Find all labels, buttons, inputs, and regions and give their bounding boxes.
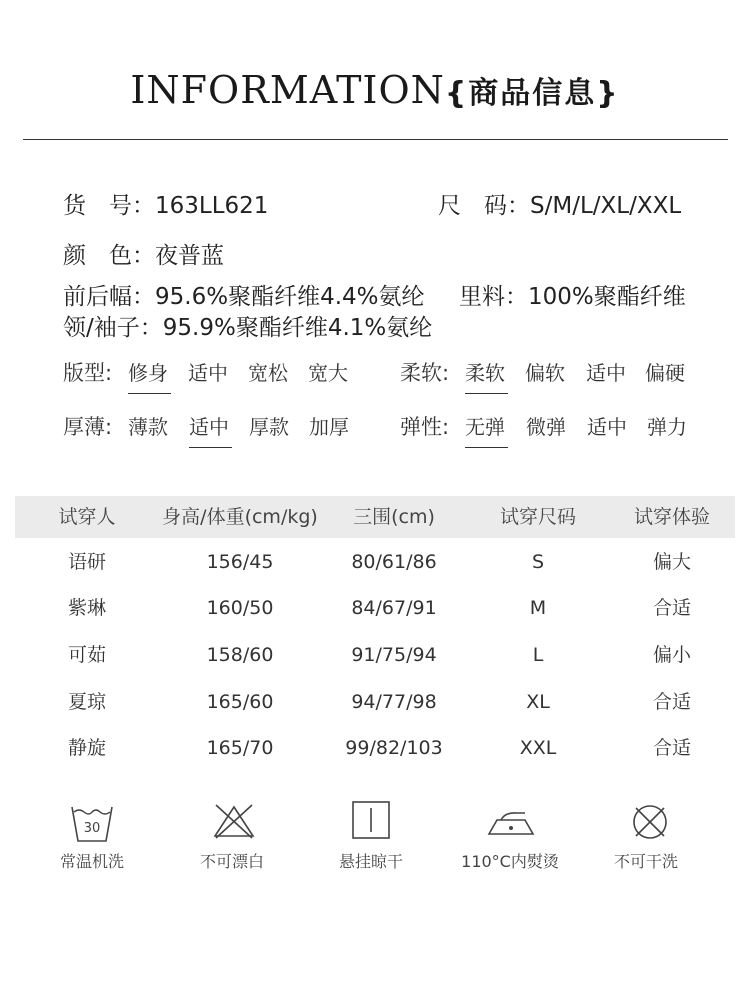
lining-label: 里料：: [459, 284, 528, 310]
tried-size: M: [529, 597, 547, 619]
thickness-option: 加厚: [309, 415, 349, 439]
elasticity-attribute: [400, 414, 720, 454]
elasticity-option: 适中: [587, 415, 627, 439]
no-dry-clean-icon: [631, 803, 669, 841]
title-chinese: {商品信息}: [444, 76, 620, 111]
color-row: [63, 241, 224, 271]
front-back-label: 前后幅：: [63, 284, 155, 310]
care-label-dry-clean: 不可干洗: [613, 852, 678, 871]
title-divider: [23, 139, 728, 140]
table-header-height-weight: 身高/体重(cm/kg): [162, 506, 318, 528]
measurements: 99/82/103: [345, 737, 443, 759]
fit-selected-underline: [128, 393, 171, 394]
softness-option: 柔软: [465, 361, 505, 385]
elasticity-option: 微弹: [526, 415, 566, 439]
care-label-wash: 常温机洗: [59, 852, 124, 871]
fit-label: 版型:: [63, 361, 113, 385]
tried-size: S: [531, 551, 545, 573]
wash-temperature: 30: [83, 821, 101, 836]
tester-name: 静旋: [67, 737, 106, 759]
softness-option: 偏硬: [645, 361, 685, 385]
measurements: 80/61/86: [351, 551, 437, 573]
lining-material-row: [459, 282, 686, 312]
fit-option: 宽松: [248, 361, 288, 385]
softness-attribute: [400, 360, 720, 400]
fit-experience: 合适: [652, 597, 691, 619]
lining-value: 100%聚酯纤维: [528, 284, 686, 310]
tester-name: 语研: [67, 551, 106, 573]
item-number-row: [63, 191, 268, 221]
color-label: 颜 色：: [63, 243, 155, 269]
softness-option: 偏软: [525, 361, 565, 385]
collar-sleeve-label: 领/袖子：: [63, 315, 163, 341]
fit-option: 修身: [128, 361, 168, 385]
fit-attribute: [63, 360, 383, 400]
page-title: [0, 70, 750, 114]
thickness-option: 适中: [189, 415, 229, 439]
thickness-option: 厚款: [249, 415, 289, 439]
collar-sleeve-value: 95.9%聚酯纤维4.1%氨纶: [162, 315, 433, 341]
height-weight: 160/50: [206, 597, 274, 619]
elasticity-option: 无弹: [465, 415, 505, 439]
item-number-label: 货 号：: [63, 193, 155, 219]
size-value: S/M/L/XL/XXL: [530, 193, 682, 219]
table-header-experience: 试穿体验: [633, 506, 710, 528]
height-weight: 165/60: [206, 691, 274, 713]
collar-sleeve-material-row: [63, 313, 432, 343]
table-header-measurements: 三围(cm): [353, 506, 435, 528]
wash-30-icon: [70, 803, 114, 845]
measurements: 91/75/94: [351, 644, 437, 666]
table-header-size: 试穿尺码: [499, 506, 576, 528]
iron-icon: [487, 810, 535, 838]
table-header-tester: 试穿人: [58, 506, 116, 528]
thickness-selected-underline: [189, 447, 232, 448]
tester-name: 夏琼: [67, 691, 106, 713]
thickness-attribute: [63, 414, 383, 454]
care-label-bleach: 不可漂白: [199, 852, 264, 871]
hang-dry-icon: [351, 800, 391, 840]
height-weight: 158/60: [206, 644, 274, 666]
fit-experience: 偏大: [652, 551, 691, 573]
tried-size: XXL: [519, 737, 557, 759]
softness-label: 柔软:: [400, 361, 450, 385]
measurements: 94/77/98: [351, 691, 437, 713]
tester-name: 紫琳: [67, 597, 106, 619]
item-number-value: 163LL621: [155, 193, 269, 219]
no-bleach-icon: [212, 803, 256, 839]
height-weight: 156/45: [206, 551, 274, 573]
color-value: 夜普蓝: [155, 243, 224, 269]
fit-experience: 合适: [652, 691, 691, 713]
tried-size: L: [532, 644, 544, 666]
measurements: 84/67/91: [351, 597, 437, 619]
elasticity-selected-underline: [465, 447, 508, 448]
softness-option: 适中: [586, 361, 626, 385]
front-back-value: 95.6%聚酯纤维4.4%氨纶: [155, 284, 425, 310]
size-row: [438, 191, 681, 221]
size-label: 尺 码：: [438, 193, 530, 219]
softness-selected-underline: [465, 393, 508, 394]
elasticity-option: 弹力: [647, 415, 687, 439]
care-label-dry: 悬挂晾干: [338, 852, 403, 871]
front-back-material-row: [63, 282, 425, 312]
tried-size: XL: [526, 691, 550, 713]
elasticity-label: 弹性:: [400, 415, 450, 439]
fit-experience: 偏小: [652, 644, 691, 666]
care-label-iron: 110°C内熨烫: [461, 852, 559, 871]
tester-name: 可茹: [67, 644, 106, 666]
thickness-option: 薄款: [128, 415, 168, 439]
fit-option: 适中: [188, 361, 228, 385]
fit-option: 宽大: [308, 361, 348, 385]
title-english: INFORMATION: [130, 68, 445, 112]
thickness-label: 厚薄:: [63, 415, 113, 439]
height-weight: 165/70: [206, 737, 274, 759]
fit-experience: 合适: [652, 737, 691, 759]
